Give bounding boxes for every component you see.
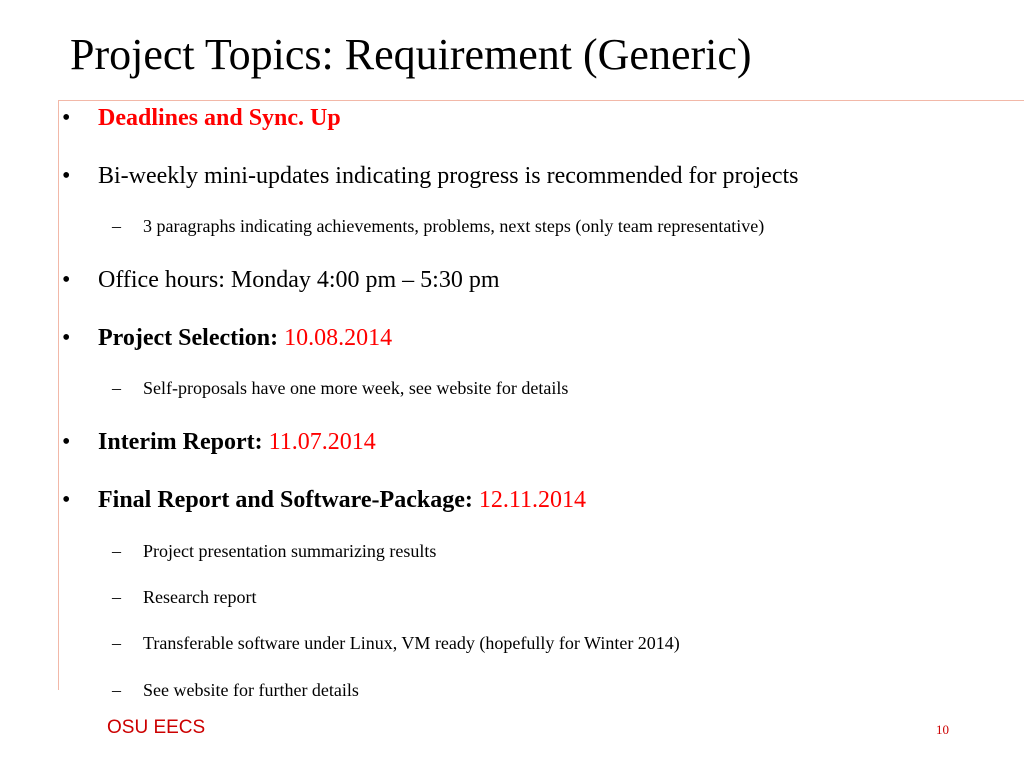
- bullet-label: Interim Report:: [98, 429, 263, 455]
- sub-bullet-text: Project presentation summarizing results: [143, 541, 437, 561]
- sub-bullet-marker: –: [112, 633, 121, 653]
- slide-number: 10: [936, 722, 949, 737]
- sub-bullet-text: 3 paragraphs indicating achievements, problems, next steps (only team representative): [143, 216, 765, 236]
- bullet-marker: •: [62, 163, 71, 189]
- footer-organization: OSU EECS: [107, 717, 206, 738]
- sub-bullet-marker: –: [112, 680, 121, 700]
- left-margin-rule: [58, 100, 59, 690]
- bullet-marker: •: [62, 105, 71, 131]
- deadline-date: 10.08.2014: [284, 325, 393, 351]
- bullet-text-group: [98, 323, 392, 353]
- sub-bullet-text: Self-proposals have one more week, see website for details: [143, 378, 569, 398]
- bullet-label: Project Selection:: [98, 325, 279, 351]
- bullet-label: Final Report and Software-Package:: [98, 487, 473, 513]
- bullet-marker: •: [62, 267, 71, 293]
- deadline-date: 12.11.2014: [478, 487, 586, 513]
- bullet-text-group: [98, 427, 376, 457]
- sub-bullet-marker: –: [112, 541, 121, 561]
- sub-bullet-marker: –: [112, 378, 121, 398]
- bullet-marker: •: [62, 429, 71, 455]
- bullet-marker: •: [62, 487, 71, 513]
- bullet-text: Deadlines and Sync. Up: [98, 105, 341, 131]
- slide-title: Project Topics: Requirement (Generic): [70, 30, 752, 79]
- sub-bullet-text: See website for further details: [143, 680, 359, 700]
- bullet-text: Bi-weekly mini-updates indicating progress is recommended for projects: [98, 163, 799, 189]
- bullet-text-group: [98, 485, 586, 515]
- bullet-text: Office hours: Monday 4:00 pm – 5:30 pm: [98, 267, 500, 293]
- sub-bullet-text: Transferable software under Linux, VM ready (hopefully for Winter 2014): [143, 633, 680, 653]
- title-divider: [58, 100, 1024, 101]
- sub-bullet-marker: –: [112, 216, 121, 236]
- sub-bullet-marker: –: [112, 587, 121, 607]
- sub-bullet-text: Research report: [143, 587, 257, 607]
- deadline-date: 11.07.2014: [268, 429, 376, 455]
- bullet-marker: •: [62, 325, 71, 351]
